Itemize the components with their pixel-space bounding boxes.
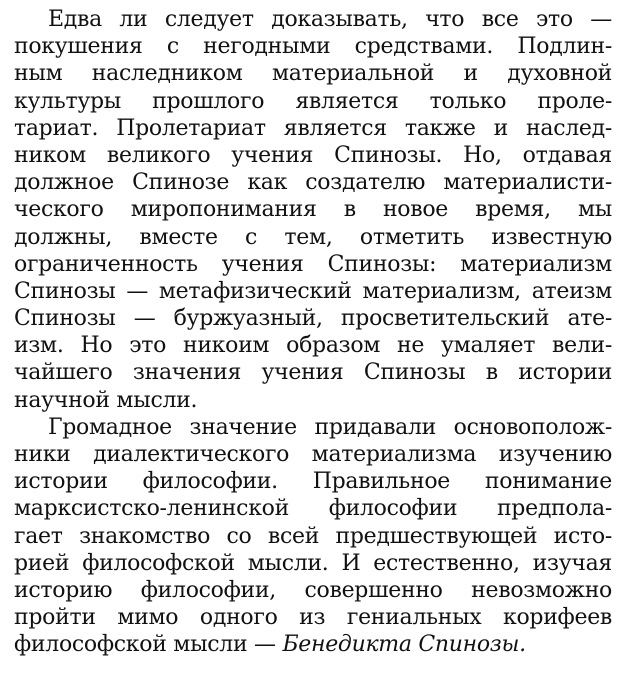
- final-line-text: философской мысли —: [14, 632, 283, 658]
- text-line: марксистско-ленинской философии предпола-: [14, 496, 612, 522]
- text-line: изм. Но это никоим образом не умаляет вели-: [14, 333, 612, 359]
- text-line: гает знакомство со всей предшествующей исто-: [14, 523, 612, 549]
- paragraph-2: [14, 414, 612, 659]
- text-line: должное Спинозе как создателю материалисти-: [14, 170, 612, 196]
- text-line: рией философской мысли. И естественно, изучая: [14, 550, 612, 576]
- text-line: тариат. Пролетариат является также и наслед-: [14, 115, 612, 141]
- text-line: пройти мимо одного из гениальных корифеев: [14, 605, 612, 631]
- text-line: ники диалектического материализма изучению: [14, 442, 612, 467]
- paragraph-1: [14, 6, 612, 414]
- text-line: покушения с негодными средствами. Подлин-: [14, 34, 612, 60]
- final-text-line: [14, 631, 612, 658]
- text-line: ником великого учения Спинозы. Но, отдавая: [14, 142, 612, 168]
- text-line: должны, вместе с тем, отметить известную: [14, 224, 612, 250]
- text-line: ческого миропонимания в новое время, мы: [14, 197, 612, 223]
- text-line: ограниченность учения Спинозы: материализм: [14, 251, 612, 277]
- text-line: Громадное значение придавали основополож-: [48, 414, 612, 440]
- text-line: научной мысли.: [14, 387, 198, 413]
- text-line: чайшего значения учения Спинозы в истории: [14, 360, 612, 386]
- emphasized-name: Бенедикта Спинозы.: [282, 632, 526, 658]
- text-line: Спинозы — буржуазный, просветительский ате-: [14, 306, 612, 332]
- text-line: историю философии, совершенно невозможно: [14, 577, 612, 603]
- text-line: культуры прошлого является только проле-: [14, 88, 612, 114]
- text-line: ным наследником материальной и духовной: [14, 61, 612, 87]
- document-page: [14, 6, 612, 659]
- text-line: Едва ли следует доказывать, что все это —: [48, 7, 612, 32]
- text-line: Спинозы — метафизический материализм, атеизм: [14, 278, 612, 304]
- text-line: истории философии. Правильное понимание: [14, 469, 612, 495]
